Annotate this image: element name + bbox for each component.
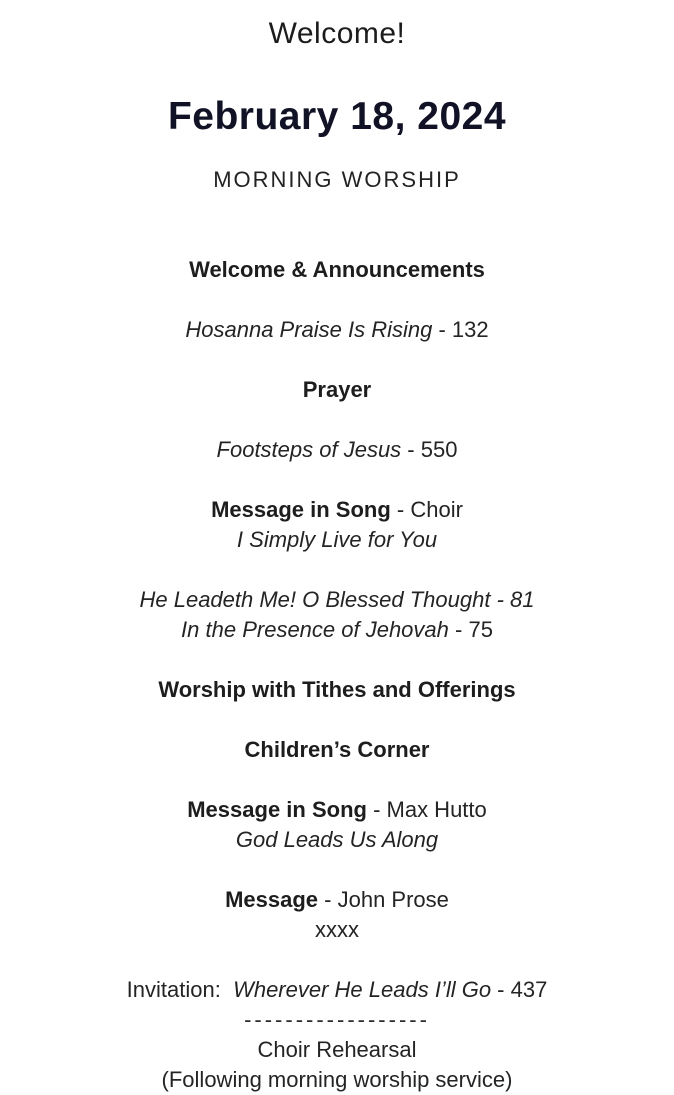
program-item-tithes-offerings xyxy=(0,675,674,705)
song-title: God Leads Us Along xyxy=(235,827,439,852)
item-heading: Message in Song xyxy=(211,497,391,522)
invitation-label: Invitation: xyxy=(126,977,234,1002)
program-item-song-title xyxy=(0,825,674,855)
hymn-number: - 75 xyxy=(448,617,493,642)
program-item-hymn xyxy=(0,615,674,645)
item-heading: Welcome & Announcements xyxy=(189,257,485,282)
announcement-note: (Following morning worship service) xyxy=(161,1067,513,1092)
hymn-number: - 132 xyxy=(432,317,489,342)
welcome-heading: Welcome! xyxy=(268,17,406,50)
item-heading: Worship with Tithes and Offerings xyxy=(158,677,516,702)
program-item-hymn xyxy=(0,585,674,615)
song-title: Wherever He Leads I’ll Go xyxy=(233,977,492,1002)
program-item-message xyxy=(0,885,674,915)
program-item-choir-rehearsal xyxy=(0,1035,674,1065)
order-of-service xyxy=(0,255,674,1095)
dashed-divider: ------------------ xyxy=(244,1007,430,1032)
item-heading: Children’s Corner xyxy=(244,737,430,762)
item-heading: Message in Song xyxy=(187,797,367,822)
song-title: I Simply Live for You xyxy=(236,527,438,552)
program-item-rehearsal-note xyxy=(0,1065,674,1095)
program-item-sermon-placeholder xyxy=(0,915,674,945)
hymn-number: - 437 xyxy=(491,977,548,1002)
program-item-message-in-song-soloist xyxy=(0,795,674,825)
service-date: February 18, 2024 xyxy=(167,95,507,138)
speaker-name: - John Prose xyxy=(318,887,449,912)
performer-name: - Max Hutto xyxy=(366,797,487,822)
program-item-prayer xyxy=(0,375,674,405)
program-item-invitation xyxy=(0,975,674,1005)
separator-dashes xyxy=(0,1005,674,1035)
program-item-message-in-song-choir xyxy=(0,495,674,525)
program-item-song-title xyxy=(0,525,674,555)
hymn-number: - 550 xyxy=(401,437,458,462)
item-heading: Message xyxy=(225,887,319,912)
placeholder-text: xxxx xyxy=(315,917,359,942)
song-title: Hosanna Praise Is Rising xyxy=(185,317,433,342)
performer-name: - Choir xyxy=(390,497,463,522)
service-type-heading: MORNING WORSHIP xyxy=(213,167,461,192)
song-title: In the Presence of Jehovah xyxy=(181,617,449,642)
program-item-childrens-corner xyxy=(0,735,674,765)
item-heading: Prayer xyxy=(302,377,372,402)
program-item-hymn xyxy=(0,435,674,465)
announcement-text: Choir Rehearsal xyxy=(257,1037,417,1062)
program-item-welcome-announcements xyxy=(0,255,674,285)
song-title: He Leadeth Me! O Blessed Thought - 81 xyxy=(139,587,535,612)
song-title: Footsteps of Jesus xyxy=(216,437,402,462)
program-item-hymn xyxy=(0,315,674,345)
